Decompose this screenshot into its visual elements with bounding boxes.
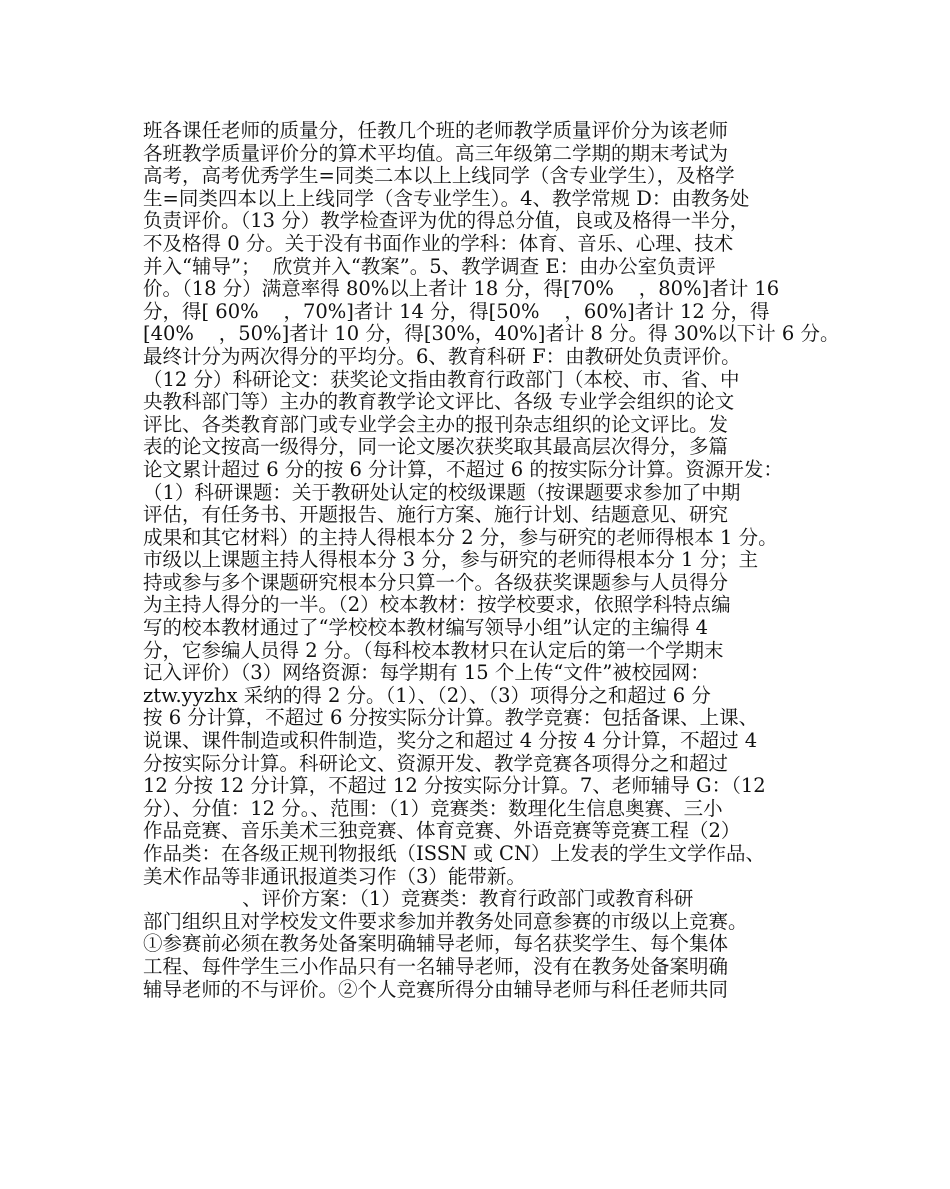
text-line: 按 6 分计算，不超过 6 分按实际分计算。教学竞赛：包括备课、上课、: [143, 706, 759, 730]
text-line: 评比、各类教育部门或专业学会主办的报刊杂志组织的论文评比。发: [143, 412, 729, 436]
text-line: 班各课任老师的质量分，任教几个班的老师教学质量评价分为该老师: [143, 119, 729, 142]
text-line: ①参赛前必须在教务处备案明确辅导老师，每名获奖学生、每个集体: [143, 932, 729, 956]
text-line: 说课、课件制造或积件制造，奖分之和超过 4 分按 4 分计算，不超过 4: [143, 729, 758, 753]
text-line: （1）科研课题：关于教研处认定的校级课题（按课题要求参加了中期: [143, 480, 741, 504]
text-line: 表的论文按高一级得分，同一论文屡次获奖取其最高层次得分，多篇: [143, 435, 729, 459]
text-line: 论文累计超过 6 分的按 6 分计算，不超过 6 的按实际分计算。资源开发：: [143, 457, 783, 481]
text-line: 辅导老师的不与评价。②个人竞赛所得分由辅导老师与科任老师共同: [143, 977, 729, 1001]
text-line: 高考，高考优秀学生=同类二本以上上线同学（含专业学生），及格学: [143, 164, 735, 188]
text-line: 美术作品等非通讯报道类习作（3）能带新。: [143, 864, 526, 888]
text-line: [40% ，50%]者计 10 分，得[30%，40%]者计 8 分。得 30%以下计 6 分。: [143, 322, 840, 346]
text-line: 市级以上课题主持人得根本分 3 分，参与研究的老师得根本分 1 分；主: [143, 548, 759, 572]
text-line: 12 分按 12 分计算，不超过 12 分按实际分计算。7、老师辅导 G：（12: [143, 774, 766, 798]
text-line: 央教科部门等）主办的教育教学论文评比、各级 专业学会组织的论文: [143, 390, 735, 414]
text-line: （12 分）科研论文：获奖论文指由教育行政部门（本校、市、省、中: [143, 367, 740, 391]
text-line: 为主持人得分的一半。（2）校本教材：按学校要求，依照学科特点编: [143, 593, 731, 617]
text-line: 工程、每件学生三小作品只有一名辅导老师，没有在教务处备案明确: [143, 954, 729, 978]
text-line: 持或参与多个课题研究根本分只算一个。各级获奖课题参与人员得分: [143, 570, 729, 594]
text-line: 部门组织且对学校发文件要求参加并教务处同意参赛的市级以上竞赛。: [143, 909, 748, 933]
text-line: 最终计分为两次得分的平均分。6、教育科研 F：由教研处负责评价。: [143, 344, 741, 368]
text-line: 写的校本教材通过了“学校校本教材编写领导小组”认定的主编得 4: [143, 616, 709, 640]
text-line: 分，它参编人员得 2 分。（每科校本教材只在认定后的第一个学期末: [143, 638, 724, 662]
text-line: 、评价方案：（1）竞赛类：教育行政部门或教育科研: [143, 887, 694, 911]
text-line: 分按实际分计算。科研论文、资源开发、教学竞赛各项得分之和超过: [143, 751, 729, 775]
text-line: 生=同类四本以上上线同学（含专业学生）。4、教学常规 D：由教务处: [143, 186, 750, 210]
text-line: 不及格得 0 分。关于没有书面作业的学科：体育、音乐、心理、技术: [143, 231, 734, 255]
text-line: 各班教学质量评价分的算术平均值。高三年级第二学期的期末考试为: [143, 141, 729, 165]
text-line: 负责评价。（13 分）教学检查评为优的得总分值，良或及格得一半分，: [143, 209, 750, 233]
text-line: ztw.yyzhx 采纳的得 2 分。（1）、（2）、（3）项得分之和超过 6 分: [143, 683, 711, 707]
text-line: 作品竞赛、音乐美术三独竞赛、体育竞赛、外语竞赛等竞赛工程（2）: [143, 819, 741, 843]
text-line: 成果和其它材料）的主持人得根本分 2 分，参与研究的老师得根本 1 分。: [143, 525, 778, 549]
text-line: 记入评价）（3）网络资源：每学期有 15 个上传“文件”被校园网：: [143, 661, 710, 685]
text-line: 分，得[ 60% ，70%]者计 14 分，得[50% ，60%]者计 12 分，得: [143, 299, 770, 323]
text-line: 作品类：在各级正规刊物报纸（ISSN 或 CN）上发表的学生文学作品、: [143, 842, 766, 865]
text-line: 价。（18 分）满意率得 80%以上者计 18 分，得[70% ，80%]者计 16: [143, 277, 780, 301]
body-text: [143, 119, 840, 1001]
text-line: 并入“辅导”； 欣赏并入“教案”。5、教学调查 E：由办公室负责评: [143, 254, 716, 278]
text-line: 分）、分值：12 分。、范围：（1）竞赛类：数理化生信息奥赛、三小: [143, 796, 723, 820]
text-line: 评估，有任务书、开题报告、施行方案、施行计划、结题意见、研究: [143, 503, 729, 527]
